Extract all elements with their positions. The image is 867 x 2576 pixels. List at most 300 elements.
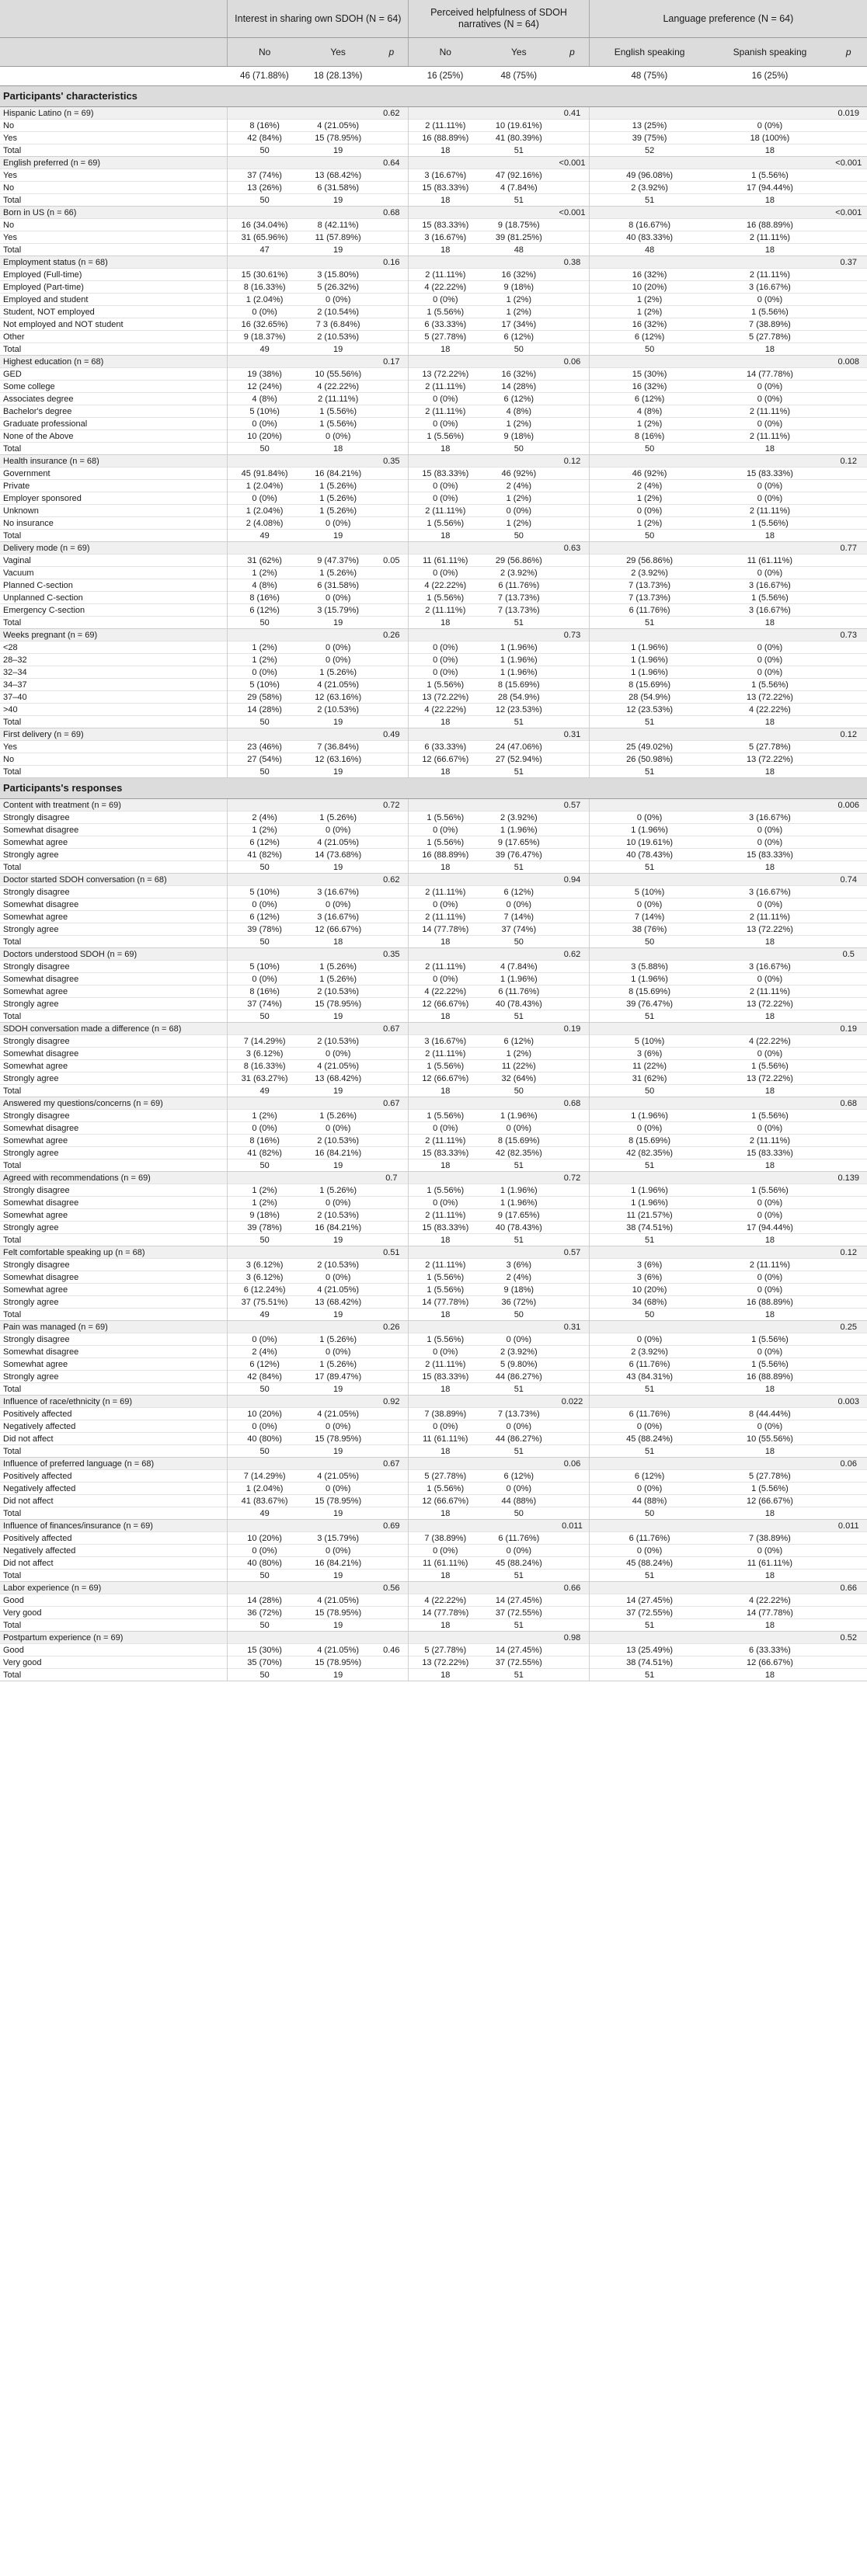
data-cell: 8 (16.33%) — [228, 281, 301, 294]
variable-row — [0, 1582, 867, 1594]
empty-cell — [375, 505, 409, 517]
data-cell: 4 (21.05%) — [301, 1284, 375, 1296]
table-row — [0, 480, 867, 492]
p-value-interest: 0.69 — [375, 1520, 409, 1532]
empty-cell — [375, 911, 409, 923]
empty-cell — [555, 812, 589, 824]
count-label-cell — [0, 67, 228, 86]
data-cell: 13 (26%) — [228, 182, 301, 194]
p-value-language: 0.139 — [830, 1172, 867, 1184]
group-header-interest: Interest in sharing own SDOH (N = 64) — [228, 0, 409, 38]
data-cell: 2 (11.11%) — [409, 604, 482, 617]
data-cell: 50 — [482, 530, 555, 542]
empty-cell — [409, 256, 482, 269]
data-cell: 17 (94.44%) — [709, 1222, 830, 1234]
data-cell: 1 (5.56%) — [709, 592, 830, 604]
data-cell: 12 (66.67%) — [301, 923, 375, 936]
empty-cell — [555, 861, 589, 874]
data-cell: 0 (0%) — [409, 666, 482, 679]
data-cell: 0 (0%) — [709, 480, 830, 492]
data-cell: 4 (22.22%) — [409, 986, 482, 998]
data-cell: 1 (5.56%) — [709, 679, 830, 691]
data-cell: 0 (0%) — [301, 824, 375, 836]
empty-cell — [830, 1209, 867, 1222]
empty-cell — [375, 1048, 409, 1060]
data-cell: 2 (4%) — [228, 1346, 301, 1358]
data-cell: 0 (0%) — [301, 1346, 375, 1358]
total-row — [0, 1619, 867, 1632]
empty-cell — [830, 331, 867, 343]
data-cell: 18 — [709, 1159, 830, 1172]
row-label: Somewhat disagree — [0, 824, 228, 836]
data-cell: 19 — [301, 530, 375, 542]
data-cell: 18 — [709, 617, 830, 629]
empty-cell — [375, 923, 409, 936]
data-cell: 0 (0%) — [228, 1333, 301, 1346]
data-cell: 0 (0%) — [409, 1545, 482, 1557]
data-cell: 18 — [709, 1234, 830, 1246]
empty-cell — [482, 542, 555, 554]
data-cell: 10 (20%) — [228, 430, 301, 443]
variable-row — [0, 157, 867, 169]
data-cell: 46 (92%) — [482, 468, 555, 480]
data-cell: 0 (0%) — [301, 1122, 375, 1135]
empty-cell — [830, 517, 867, 530]
empty-cell — [709, 629, 830, 641]
empty-cell — [482, 356, 555, 368]
data-cell: 18 — [409, 766, 482, 778]
empty-cell — [555, 1159, 589, 1172]
row-label: Very good — [0, 1656, 228, 1669]
data-cell: 9 (17.65%) — [482, 836, 555, 849]
empty-cell — [555, 1358, 589, 1371]
data-cell: 1 (1.96%) — [589, 1197, 709, 1209]
data-cell: 1 (1.96%) — [589, 973, 709, 986]
data-cell: 1 (5.56%) — [409, 1333, 482, 1346]
data-cell: 50 — [228, 1570, 301, 1582]
empty-cell — [228, 157, 301, 169]
data-cell: 0 (0%) — [709, 824, 830, 836]
p-value-interest: 0.49 — [375, 728, 409, 741]
empty-cell — [555, 1619, 589, 1632]
table-row — [0, 1296, 867, 1309]
empty-cell — [830, 1122, 867, 1135]
data-cell: 0 (0%) — [589, 1483, 709, 1495]
table-row — [0, 1147, 867, 1159]
data-cell: 39 (76.47%) — [589, 998, 709, 1010]
data-cell: 1 (5.56%) — [409, 679, 482, 691]
empty-cell — [555, 604, 589, 617]
empty-cell — [375, 480, 409, 492]
empty-cell — [555, 182, 589, 194]
total-row — [0, 936, 867, 948]
data-cell: 48 — [589, 244, 709, 256]
variable-row — [0, 1396, 867, 1408]
empty-cell — [228, 1023, 301, 1035]
data-cell: 8 (16%) — [228, 986, 301, 998]
p-value-cell — [375, 592, 409, 604]
data-cell: 0 (0%) — [709, 294, 830, 306]
empty-cell — [375, 1259, 409, 1271]
data-cell: 10 (19.61%) — [482, 120, 555, 132]
total-row — [0, 1383, 867, 1396]
empty-cell — [555, 1669, 589, 1681]
p-value-interest: 0.51 — [375, 1246, 409, 1259]
empty-cell — [375, 231, 409, 244]
data-cell: 1 (2%) — [228, 641, 301, 654]
data-cell: 29 (56.86%) — [589, 554, 709, 567]
data-cell: 40 (78.43%) — [589, 849, 709, 861]
empty-cell — [555, 269, 589, 281]
empty-cell — [375, 269, 409, 281]
data-cell: 18 — [709, 766, 830, 778]
empty-cell — [830, 231, 867, 244]
data-cell: 18 — [409, 1085, 482, 1097]
empty-cell — [555, 1284, 589, 1296]
variable-label: SDOH conversation made a difference (n = 68) — [0, 1023, 228, 1035]
empty-cell — [375, 1433, 409, 1445]
empty-cell — [555, 1197, 589, 1209]
data-cell: 7 (14.29%) — [228, 1470, 301, 1483]
empty-cell — [555, 1545, 589, 1557]
data-cell: 0 (0%) — [709, 1284, 830, 1296]
data-cell: 2 (10.54%) — [301, 306, 375, 318]
p-value-helpfulness: 0.72 — [555, 1172, 589, 1184]
data-cell: 51 — [482, 716, 555, 728]
data-cell: 18 (100%) — [709, 132, 830, 144]
empty-cell — [555, 679, 589, 691]
empty-cell — [830, 604, 867, 617]
p-value-interest: 0.92 — [375, 1396, 409, 1408]
empty-cell — [301, 207, 375, 219]
data-cell: 14 (77.78%) — [409, 1296, 482, 1309]
data-cell: 5 (26.32%) — [301, 281, 375, 294]
data-cell: 0 (0%) — [589, 1333, 709, 1346]
variable-row — [0, 629, 867, 641]
table-row — [0, 269, 867, 281]
data-cell: 25 (49.02%) — [589, 741, 709, 753]
data-cell: 16 (88.89%) — [409, 849, 482, 861]
empty-cell — [555, 1570, 589, 1582]
data-cell: 2 (11.11%) — [409, 269, 482, 281]
data-cell: 18 — [709, 1445, 830, 1458]
row-label: Strongly disagree — [0, 1184, 228, 1197]
data-cell: 15 (83.33%) — [409, 219, 482, 231]
data-cell: 1 (5.56%) — [301, 405, 375, 418]
data-cell: 16 (88.89%) — [709, 1371, 830, 1383]
data-cell: 50 — [482, 443, 555, 455]
table-row — [0, 666, 867, 679]
p-value-language: 0.008 — [830, 356, 867, 368]
data-cell: 2 (11.11%) — [409, 886, 482, 899]
data-cell: 51 — [482, 1234, 555, 1246]
data-cell: 2 (11.11%) — [409, 405, 482, 418]
empty-cell — [589, 1458, 709, 1470]
variable-row — [0, 1458, 867, 1470]
data-cell: 4 (21.05%) — [301, 836, 375, 849]
data-cell: 49 — [228, 530, 301, 542]
empty-cell — [482, 256, 555, 269]
data-cell: 3 (15.79%) — [301, 1532, 375, 1545]
data-cell: 0 (0%) — [409, 1346, 482, 1358]
p-value-helpfulness: 0.62 — [555, 948, 589, 961]
empty-cell — [375, 318, 409, 331]
data-cell: 41 (82%) — [228, 849, 301, 861]
data-cell: 15 (78.95%) — [301, 998, 375, 1010]
empty-cell — [830, 1669, 867, 1681]
table-row — [0, 836, 867, 849]
data-cell: 6 (12%) — [228, 604, 301, 617]
data-cell: 1 (2%) — [482, 294, 555, 306]
empty-cell — [375, 1495, 409, 1507]
p-value-helpfulness: 0.57 — [555, 1246, 589, 1259]
data-cell: 50 — [228, 716, 301, 728]
row-label: Other — [0, 331, 228, 343]
empty-cell — [555, 1122, 589, 1135]
count-cell: 18 (28.13%) — [301, 67, 375, 86]
data-cell: 34 (68%) — [589, 1296, 709, 1309]
empty-cell — [589, 256, 709, 269]
data-cell: 2 (11.11%) — [709, 1135, 830, 1147]
empty-cell — [555, 1532, 589, 1545]
row-label: Total — [0, 244, 228, 256]
data-cell: 9 (47.37%) — [301, 554, 375, 567]
data-cell: 49 (96.08%) — [589, 169, 709, 182]
empty-cell — [301, 1458, 375, 1470]
empty-cell — [301, 455, 375, 468]
empty-cell — [830, 219, 867, 231]
row-label: Strongly agree — [0, 1296, 228, 1309]
data-cell: 0 (0%) — [482, 505, 555, 517]
empty-cell — [830, 554, 867, 567]
data-cell: 15 (30%) — [589, 368, 709, 381]
empty-cell — [228, 1246, 301, 1259]
row-label: Somewhat disagree — [0, 973, 228, 986]
empty-cell — [555, 1222, 589, 1234]
row-label: Did not affect — [0, 1495, 228, 1507]
empty-cell — [375, 1271, 409, 1284]
p-value-helpfulness: <0.001 — [555, 207, 589, 219]
data-cell: 11 (61.11%) — [409, 554, 482, 567]
empty-cell — [228, 455, 301, 468]
row-label: None of the Above — [0, 430, 228, 443]
table-row — [0, 1184, 867, 1197]
variable-label: Felt comfortable speaking up (n = 68) — [0, 1246, 228, 1259]
data-cell: 1 (5.56%) — [409, 592, 482, 604]
row-label: Planned C-section — [0, 579, 228, 592]
p-value-language: 0.74 — [830, 874, 867, 886]
empty-cell — [830, 1271, 867, 1284]
subheader-blank — [0, 38, 228, 67]
row-label: Somewhat disagree — [0, 1346, 228, 1358]
row-label: Strongly agree — [0, 998, 228, 1010]
empty-cell — [375, 1010, 409, 1023]
data-cell: 1 (5.56%) — [709, 1333, 830, 1346]
empty-cell — [830, 1346, 867, 1358]
data-cell: 11 (57.89%) — [301, 231, 375, 244]
empty-cell — [555, 899, 589, 911]
empty-cell — [375, 691, 409, 704]
empty-cell — [482, 157, 555, 169]
data-cell: 2 (11.11%) — [709, 505, 830, 517]
empty-cell — [830, 120, 867, 132]
data-cell: 47 (92.16%) — [482, 169, 555, 182]
empty-cell — [409, 1396, 482, 1408]
data-cell: 1 (2.04%) — [228, 1483, 301, 1495]
data-cell: 6 (12.24%) — [228, 1284, 301, 1296]
data-cell: 51 — [482, 194, 555, 207]
row-label: Somewhat disagree — [0, 1048, 228, 1060]
empty-cell — [589, 107, 709, 120]
p-value-interest: 0.62 — [375, 874, 409, 886]
empty-cell — [482, 1632, 555, 1644]
data-cell: 50 — [228, 194, 301, 207]
empty-cell — [555, 923, 589, 936]
data-cell: 8 (42.11%) — [301, 219, 375, 231]
data-cell: 2 (11.11%) — [409, 961, 482, 973]
table-row — [0, 554, 867, 567]
empty-cell — [375, 1483, 409, 1495]
data-cell: 16 (88.89%) — [709, 219, 830, 231]
data-cell: 2 (11.11%) — [709, 269, 830, 281]
empty-cell — [830, 1234, 867, 1246]
data-cell: 29 (56.86%) — [482, 554, 555, 567]
empty-cell — [375, 1346, 409, 1358]
subheader-cell: p — [555, 38, 589, 67]
empty-cell — [830, 836, 867, 849]
data-cell: 1 (5.56%) — [409, 430, 482, 443]
data-cell: 0 (0%) — [709, 393, 830, 405]
data-cell: 2 (11.11%) — [409, 911, 482, 923]
variable-row — [0, 1632, 867, 1644]
header-blank — [0, 0, 228, 38]
empty-cell — [555, 144, 589, 157]
empty-cell — [301, 1246, 375, 1259]
p-value-language: 0.12 — [830, 455, 867, 468]
empty-cell — [409, 356, 482, 368]
data-cell: 16 (88.89%) — [409, 132, 482, 144]
data-cell: 4 (22.22%) — [409, 579, 482, 592]
data-cell: 16 (34.04%) — [228, 219, 301, 231]
empty-cell — [409, 1023, 482, 1035]
data-cell: 5 (27.78%) — [409, 1644, 482, 1656]
data-cell: 50 — [589, 343, 709, 356]
empty-cell — [375, 1420, 409, 1433]
empty-cell — [228, 1321, 301, 1333]
data-cell: 0 (0%) — [409, 1420, 482, 1433]
total-row — [0, 530, 867, 542]
empty-cell — [830, 1309, 867, 1321]
empty-cell — [709, 107, 830, 120]
empty-cell — [482, 629, 555, 641]
empty-cell — [555, 1259, 589, 1271]
variable-label: Agreed with recommendations (n = 69) — [0, 1172, 228, 1184]
empty-cell — [228, 1097, 301, 1110]
data-cell: 2 (3.92%) — [589, 1346, 709, 1358]
row-label: Employed (Full-time) — [0, 269, 228, 281]
empty-cell — [555, 886, 589, 899]
variable-row — [0, 1246, 867, 1259]
empty-cell — [375, 886, 409, 899]
data-cell: 13 (72.22%) — [709, 1072, 830, 1085]
data-cell: 1 (5.56%) — [409, 812, 482, 824]
empty-cell — [409, 1520, 482, 1532]
data-cell: 18 — [409, 1159, 482, 1172]
table-row — [0, 1656, 867, 1669]
empty-cell — [555, 716, 589, 728]
empty-cell — [375, 1607, 409, 1619]
p-value-cell: 0.46 — [375, 1644, 409, 1656]
data-cell: 3 (16.67%) — [709, 812, 830, 824]
data-cell: 50 — [228, 617, 301, 629]
p-value-interest: 0.67 — [375, 1097, 409, 1110]
data-cell: 49 — [228, 1309, 301, 1321]
empty-cell — [555, 1495, 589, 1507]
empty-cell — [301, 1582, 375, 1594]
data-cell: 0 (0%) — [301, 1197, 375, 1209]
p-value-helpfulness: 0.66 — [555, 1582, 589, 1594]
count-cell: 48 (75%) — [482, 67, 555, 86]
p-value-interest — [375, 1632, 409, 1644]
data-cell: 0 (0%) — [709, 666, 830, 679]
empty-cell — [409, 1632, 482, 1644]
empty-cell — [830, 986, 867, 998]
data-cell: 39 (78%) — [228, 1222, 301, 1234]
data-cell: 7 (13.73%) — [482, 1408, 555, 1420]
data-cell: 8 (16%) — [228, 120, 301, 132]
data-cell: 42 (82.35%) — [589, 1147, 709, 1159]
data-cell: 15 (30.61%) — [228, 269, 301, 281]
empty-cell — [482, 1172, 555, 1184]
table-row — [0, 1358, 867, 1371]
row-label: Positively affected — [0, 1408, 228, 1420]
empty-cell — [589, 1632, 709, 1644]
p-value-language: <0.001 — [830, 157, 867, 169]
data-cell: 7 (38.89%) — [409, 1532, 482, 1545]
data-cell: 0 (0%) — [482, 1420, 555, 1433]
data-cell: 18 — [409, 1669, 482, 1681]
data-cell: 5 (27.78%) — [409, 1470, 482, 1483]
empty-cell — [375, 219, 409, 231]
p-value-interest: 0.16 — [375, 256, 409, 269]
data-cell: 51 — [589, 1570, 709, 1582]
empty-cell — [482, 874, 555, 886]
data-cell: 19 — [301, 1619, 375, 1632]
data-cell: 37 (74%) — [482, 923, 555, 936]
empty-cell — [555, 219, 589, 231]
empty-cell — [482, 455, 555, 468]
table-row — [0, 219, 867, 231]
data-cell: 1 (5.56%) — [409, 517, 482, 530]
data-cell: 0 (0%) — [409, 899, 482, 911]
empty-cell — [555, 1433, 589, 1445]
empty-cell — [830, 505, 867, 517]
empty-cell — [409, 1321, 482, 1333]
empty-cell — [375, 936, 409, 948]
empty-cell — [375, 1085, 409, 1097]
data-cell: 1 (5.26%) — [301, 973, 375, 986]
empty-cell — [830, 1147, 867, 1159]
data-cell: 19 — [301, 861, 375, 874]
data-cell: 2 (10.53%) — [301, 1209, 375, 1222]
data-cell: 18 — [709, 1085, 830, 1097]
data-cell: 19 (38%) — [228, 368, 301, 381]
data-cell: 17 (94.44%) — [709, 182, 830, 194]
empty-cell — [375, 1333, 409, 1346]
data-cell: 14 (27.45%) — [589, 1594, 709, 1607]
data-cell: 8 (16%) — [589, 430, 709, 443]
empty-cell — [375, 1445, 409, 1458]
